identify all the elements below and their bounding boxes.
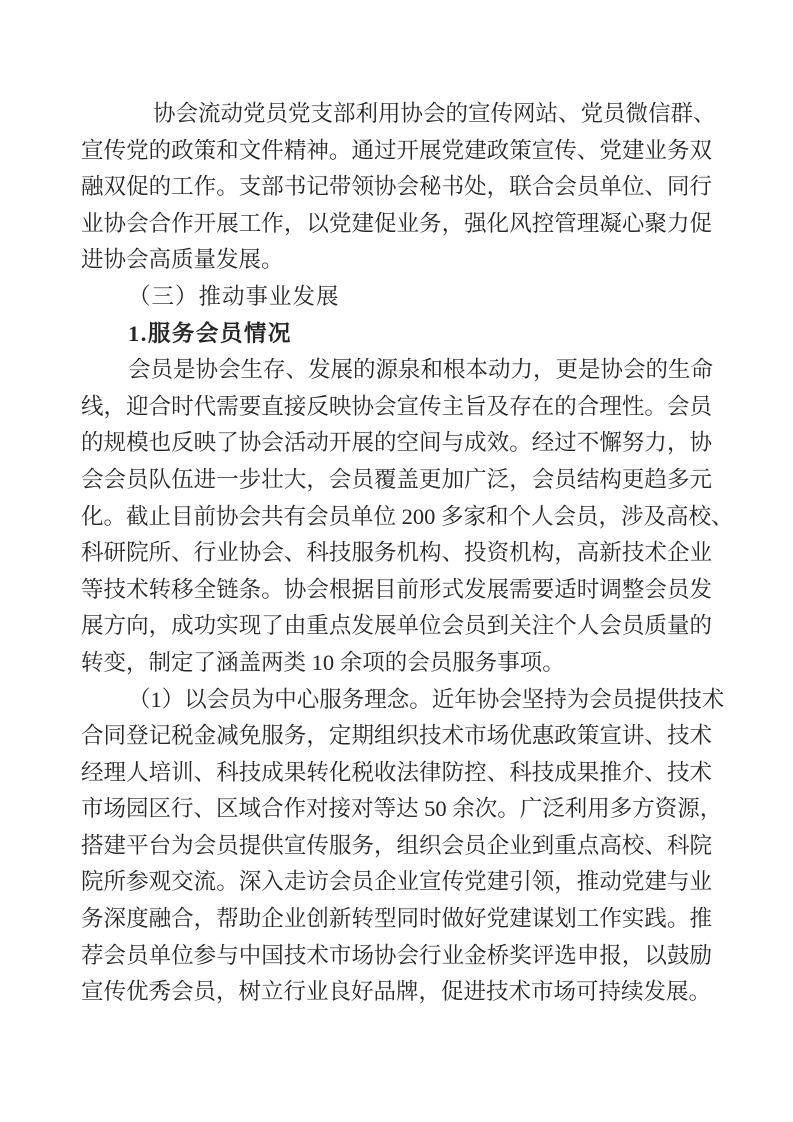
text-line: 线，迎合时代需要直接反映协会宣传主旨及存在的合理性。会员 [81, 393, 712, 419]
text-line: 合同登记税金减免服务，定期组织技术市场优惠政策宣讲、技术 [81, 723, 712, 749]
text-line: 的规模也反映了协会活动开展的空间与成效。经过不懈努力，协 [81, 430, 712, 456]
text-line: 转变，制定了涵盖两类 10 余项的会员服务事项。 [81, 649, 565, 675]
body-paragraph [81, 96, 716, 279]
document-content [81, 96, 734, 1011]
text-line: 荐会员单位参与中国技术市场协会行业金桥奖评选申报，以鼓励 [81, 942, 712, 968]
text-line: 经理人培训、科技成果转化税收法律防控、科技成果推介、技术 [81, 759, 712, 785]
text-line: 化。截止目前协会共有会员单位 200 多家和个人会员，涉及高校、 [81, 503, 734, 529]
text-line: 会会员队伍进一步壮大，会员覆盖更加广泛，会员结构更趋多元 [81, 466, 712, 492]
sub-heading [81, 316, 712, 353]
text-line: （1）以会员为中心服务理念。近年协会坚持为会员提供技术 [128, 686, 725, 712]
text-line: （三）推动事业发展 [128, 283, 340, 309]
text-line: 搭建平台为会员提供宣传服务，组织会员企业到重点高校、科院 [81, 832, 712, 858]
section-heading [81, 279, 712, 316]
text-line: 等技术转移全链条。协会根据目前形式发展需要适时调整会员发 [81, 576, 712, 602]
text-line: 务深度融合，帮助企业创新转型同时做好党建谋划工作实践。推 [81, 906, 712, 932]
text-line: 市场园区行、区域合作对接对等达 50 余次。广泛利用多方资源， [81, 796, 723, 822]
text-line: 业协会合作开展工作，以党建促业务，强化风控管理凝心聚力促 [81, 210, 712, 236]
text-line: 展方向，成功实现了由重点发展单位会员到关注个人会员质量的 [81, 613, 712, 639]
text-line: 会员是协会生存、发展的源泉和根本动力，更是协会的生命 [128, 357, 714, 383]
text-line: 科研院所、行业协会、科技服务机构、投资机构，高新技术企业 [81, 540, 712, 566]
text-line: 院所参观交流。深入走访会员企业宣传党建引领，推动党建与业 [81, 869, 712, 895]
text-line: 1.服务会员情况 [128, 320, 292, 346]
text-line: 协会流动党员党支部利用协会的宣传网站、党员微信群、 [153, 101, 716, 126]
text-line: 融双促的工作。支部书记带领协会秘书处，联合会员单位、同行 [81, 174, 712, 200]
text-line: 进协会高质量发展。 [81, 247, 284, 273]
text-line: 宣传优秀会员，树立行业良好品牌，促进技术市场可持续发展。 [81, 979, 712, 1005]
text-line: 宣传党的政策和文件精神。通过开展党建政策宣传、党建业务双 [81, 137, 712, 163]
body-paragraph [81, 682, 725, 1011]
body-paragraph [81, 352, 734, 681]
